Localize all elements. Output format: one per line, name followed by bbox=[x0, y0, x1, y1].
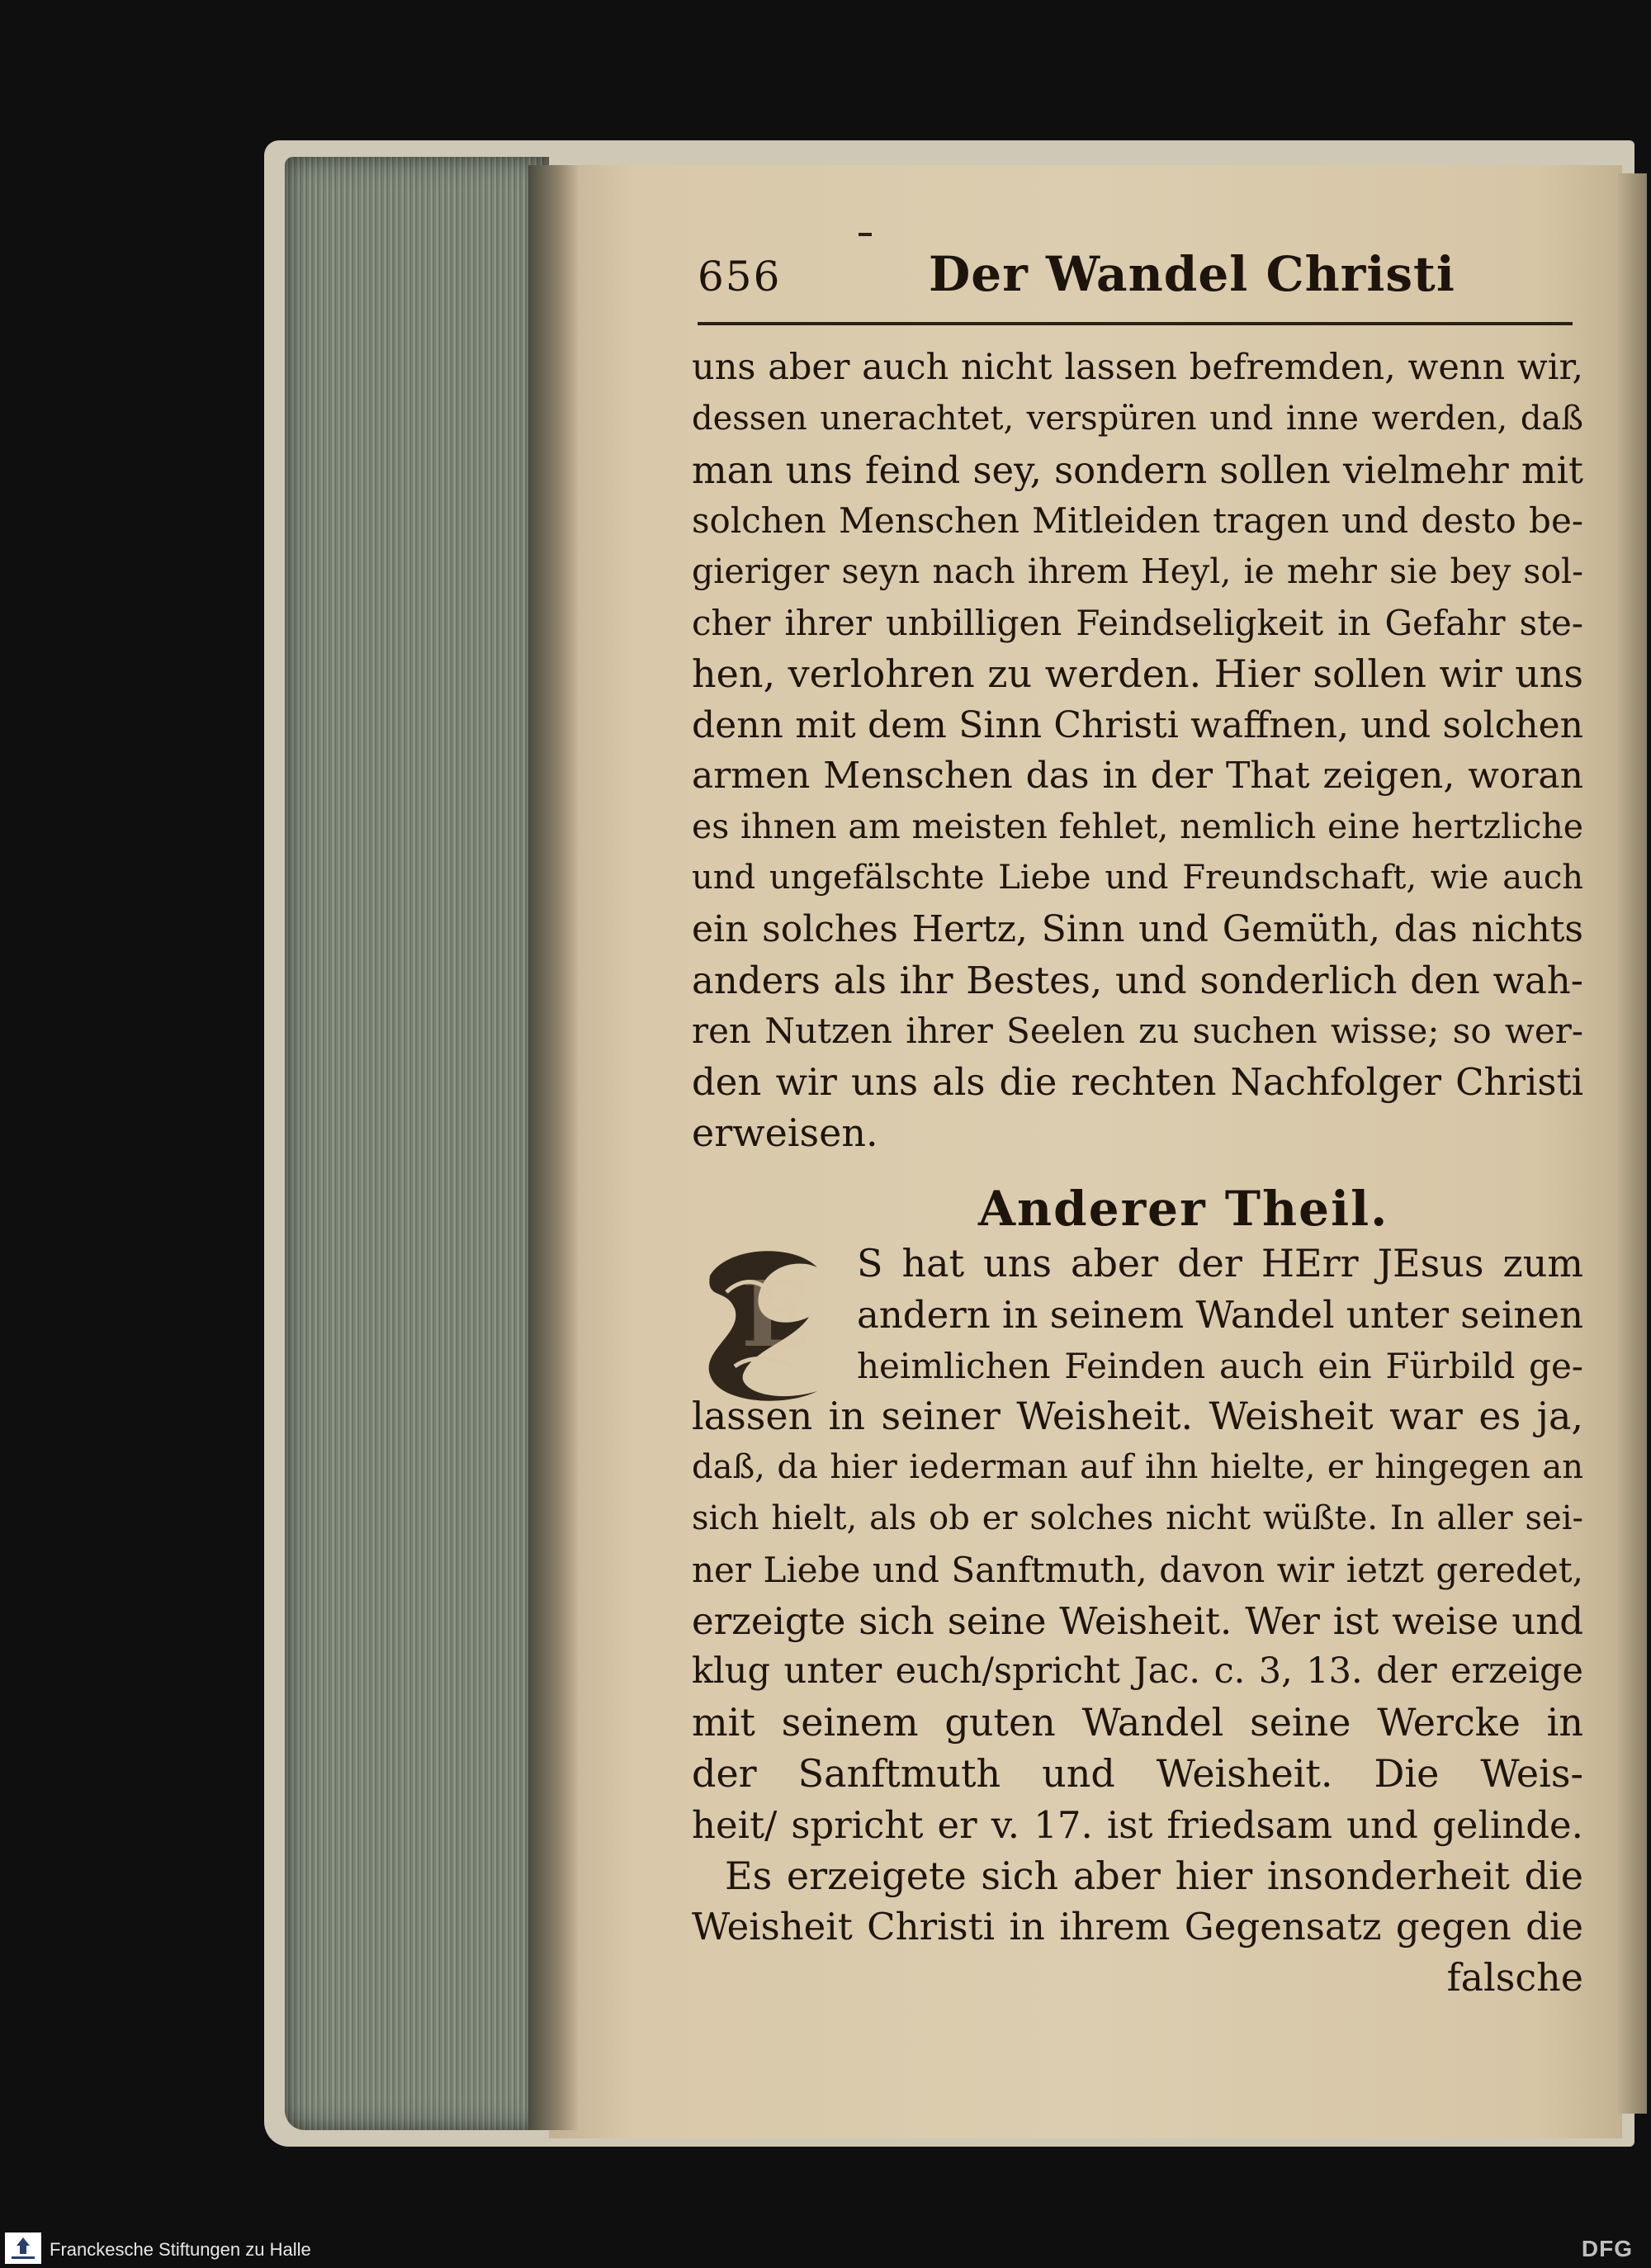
text-line: ner Liebe und Sanftmuth, davon wir ietzt geredet, bbox=[692, 1549, 1583, 1590]
page-number: 656 bbox=[698, 253, 782, 301]
text-line: solchen Menschen Mitleiden tragen und desto be- bbox=[692, 500, 1583, 542]
text-line: sich hielt, als ob er solches nicht wüßte. In aller sei- bbox=[692, 1499, 1583, 1537]
header-rule bbox=[698, 322, 1573, 325]
text-line: armen Menschen das in der That zeigen, woran bbox=[692, 755, 1583, 798]
institution-logo-icon bbox=[5, 2232, 41, 2264]
gutter-shadow bbox=[528, 165, 578, 2130]
text-line: cher ihrer unbilligen Feindseligkeit in Gefahr ste- bbox=[692, 602, 1583, 643]
institution-name: Franckesche Stiftungen zu Halle bbox=[50, 2239, 311, 2260]
text-line: anders als ihr Bestes, und sonderlich den wah- bbox=[692, 958, 1583, 1002]
dfg-logo: DFG bbox=[1581, 2236, 1633, 2261]
text-line: und ungefälschte Liebe und Freundschaft, wie auch bbox=[692, 858, 1583, 897]
text-line: erweisen. bbox=[692, 1110, 878, 1155]
text-line: erzeigte sich seine Weisheit. Wer ist weise und bbox=[692, 1598, 1583, 1643]
text-line: Es erzeigete sich aber hier insonderheit die bbox=[725, 1853, 1583, 1898]
page-edges bbox=[285, 157, 549, 2130]
page-header bbox=[698, 246, 1573, 312]
text-line: lassen in seiner Weisheit. Weisheit war es ja, bbox=[692, 1394, 1583, 1439]
text-line: gieriger seyn nach ihrem Heyl, ie mehr sie bey sol- bbox=[692, 552, 1583, 592]
page-edge-right bbox=[1618, 173, 1647, 2114]
ornament-dash bbox=[859, 233, 872, 236]
text-line: den wir uns als die rechten Nachfolger Christi bbox=[692, 1060, 1583, 1105]
text-line: mit seinem guten Wandel seine Wercke in bbox=[692, 1700, 1583, 1745]
text-line: denn mit dem Sinn Christi waffnen, und solchen bbox=[692, 703, 1583, 746]
catchword: falsche bbox=[1446, 1955, 1583, 2000]
text-line: andern in seinem Wandel unter seinen bbox=[857, 1292, 1583, 1337]
running-title: Der Wandel Christi bbox=[929, 246, 1455, 302]
viewer-footer bbox=[0, 2229, 1651, 2268]
text-line: der Sanftmuth und Weisheit. Die Weis- bbox=[692, 1750, 1583, 1796]
section-heading: Anderer Theil. bbox=[978, 1181, 1389, 1237]
text-line: ein solches Hertz, Sinn und Gemüth, das nichts bbox=[692, 907, 1583, 950]
text-line: hen, verlohren zu werden. Hier sollen wir uns bbox=[692, 651, 1583, 696]
text-line: dessen unerachtet, verspüren und inne werden, daß bbox=[692, 399, 1583, 438]
text-line: heimlichen Feinden auch ein Fürbild ge- bbox=[857, 1345, 1583, 1386]
text-line: ren Nutzen ihrer Seelen zu suchen wisse; so wer- bbox=[692, 1011, 1583, 1052]
text-line: man uns feind sey, sondern sollen vielmehr mit bbox=[692, 447, 1583, 492]
text-line: klug unter euch/spricht Jac. c. 3, 13. der erzeige bbox=[692, 1650, 1583, 1693]
text-block-2 bbox=[692, 1238, 1583, 2004]
text-line: es ihnen am meisten fehlet, nemlich eine hertzliche bbox=[692, 807, 1583, 847]
text-block-1 bbox=[692, 343, 1583, 1159]
text-line: uns aber auch nicht lassen befremden, wenn wir, bbox=[692, 347, 1583, 388]
text-line: daß, da hier iederman auf ihn hielte, er hingegen an bbox=[692, 1448, 1583, 1487]
initial-letter: E bbox=[741, 1261, 811, 1367]
text-line: Weisheit Christi in ihrem Gegensatz gegen die bbox=[692, 1905, 1583, 1949]
text-line: S hat uns aber der HErr JEsus zum bbox=[857, 1241, 1583, 1286]
text-line: heit/ spricht er v. 17. ist friedsam und gelinde. bbox=[692, 1802, 1583, 1847]
